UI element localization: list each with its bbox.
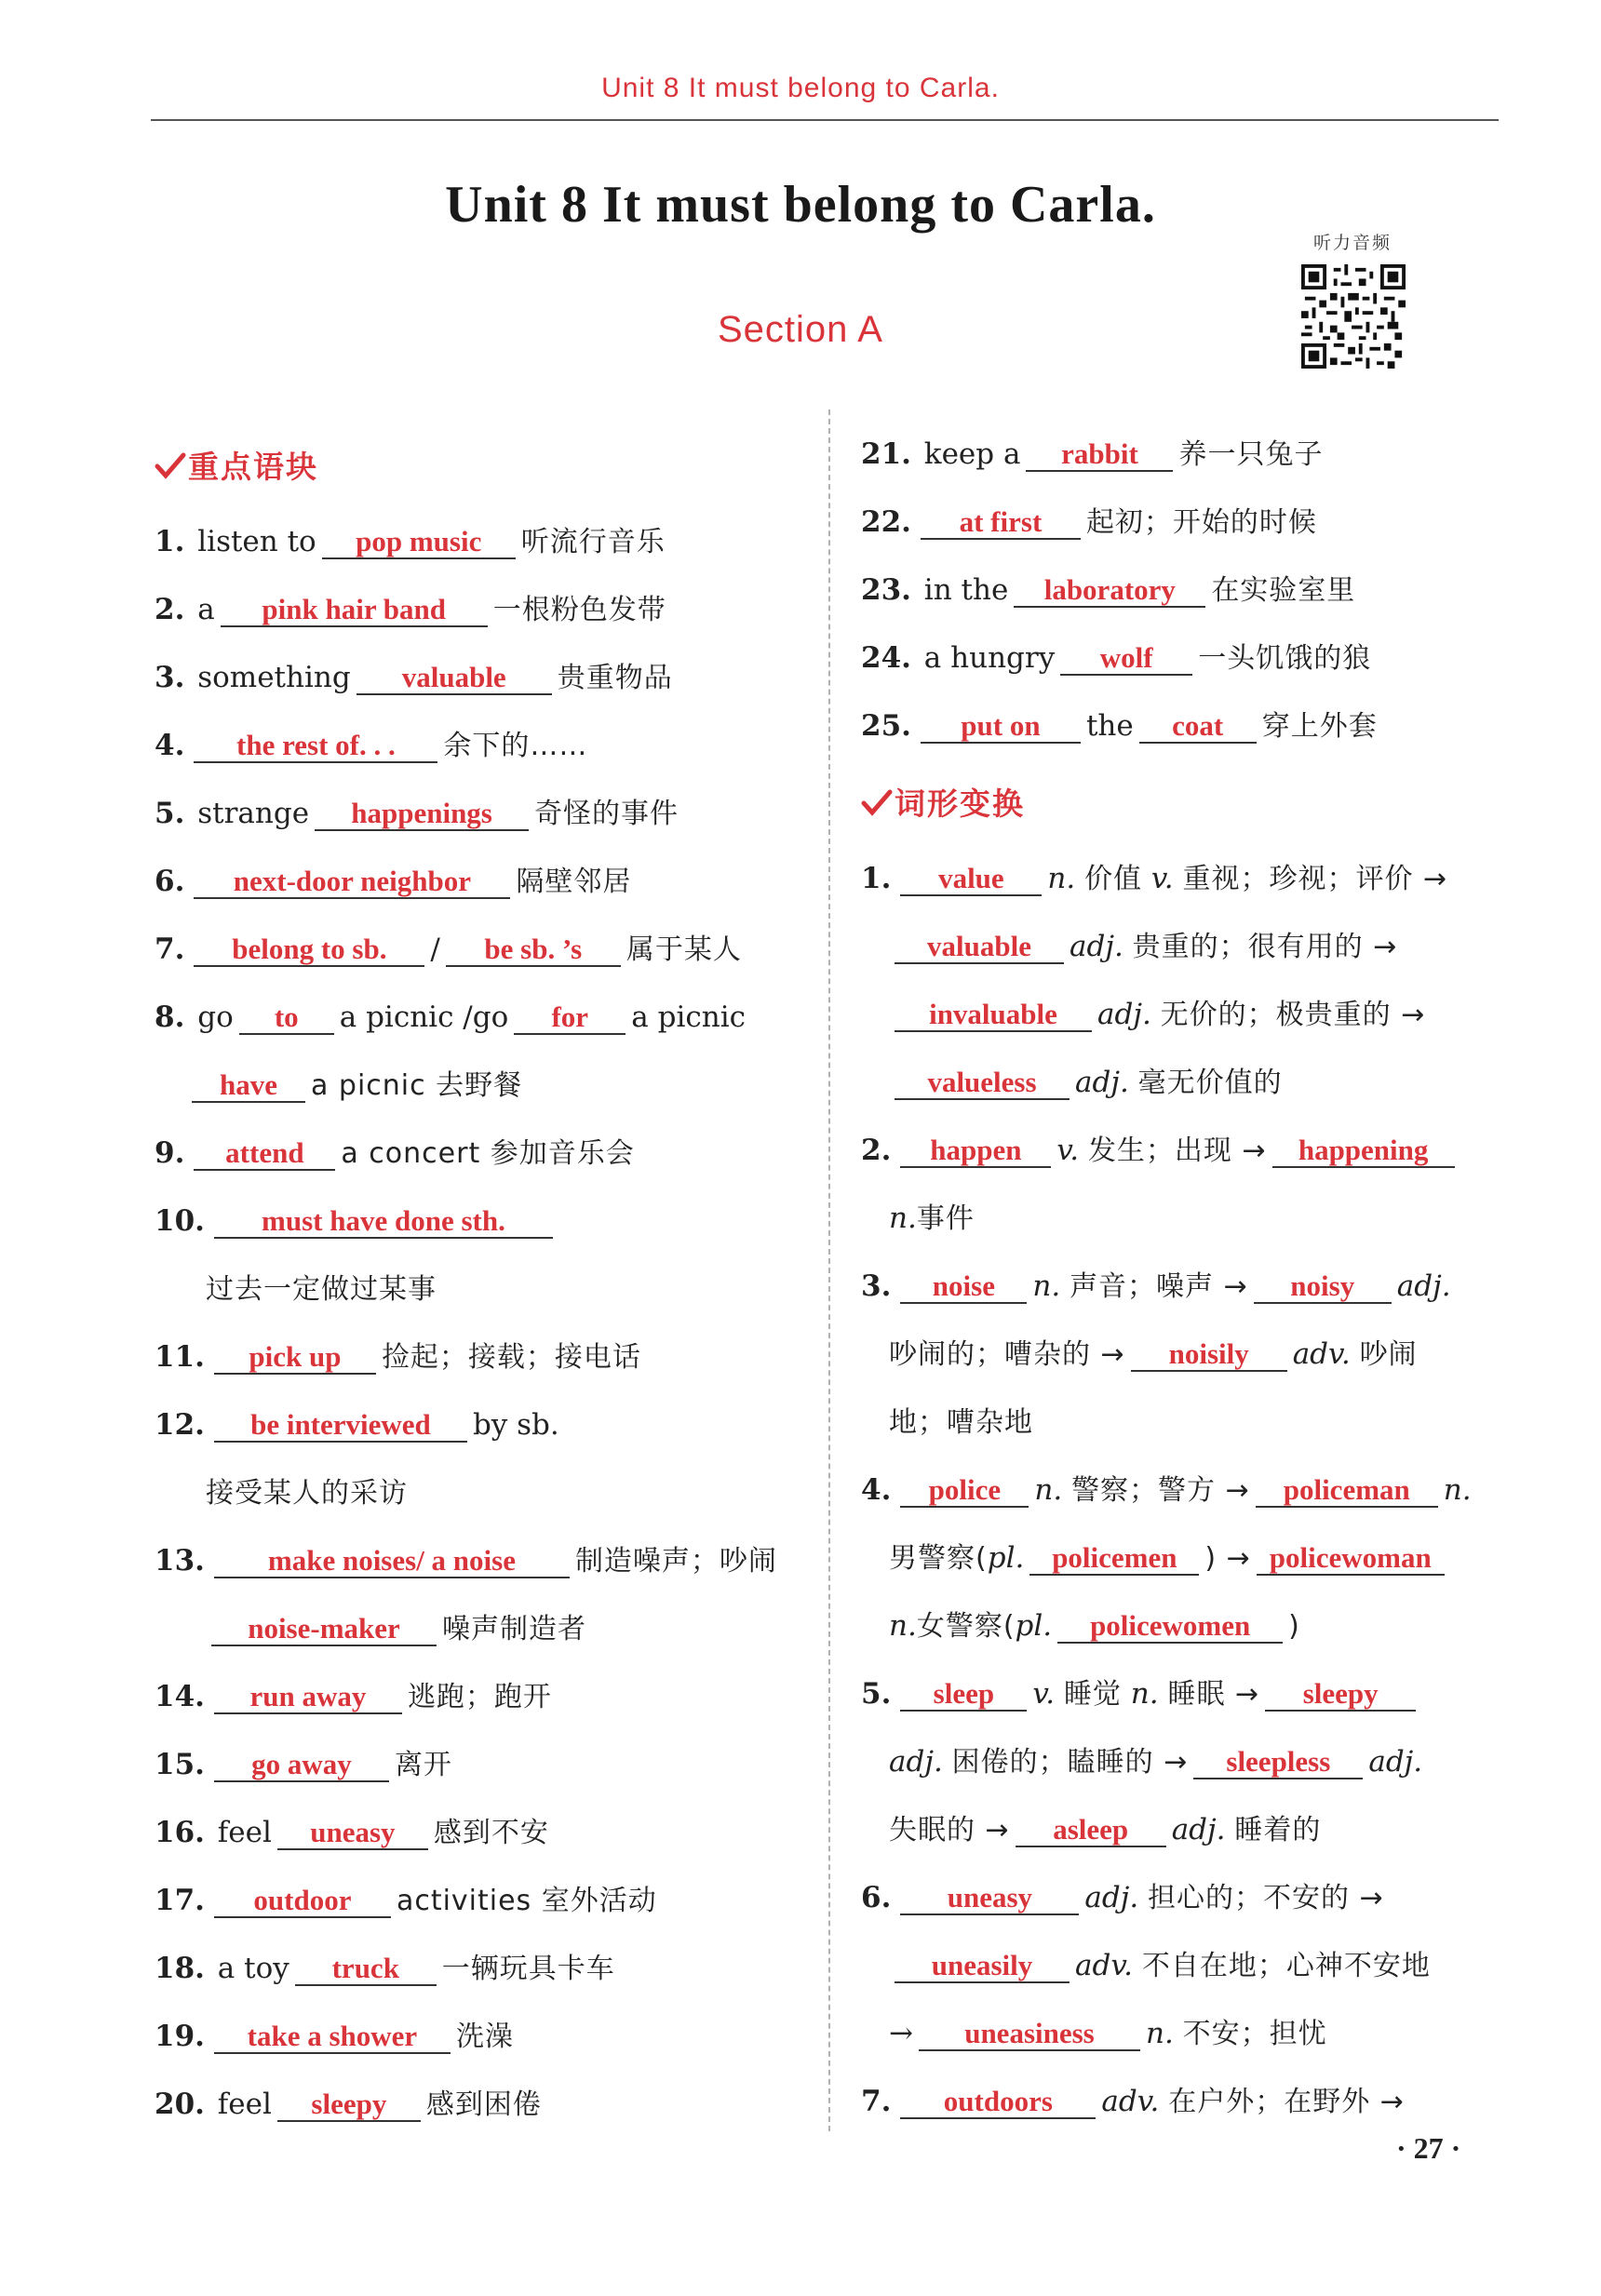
answer-blank[interactable]: at first xyxy=(921,506,1081,540)
phrase-19: 19. take a shower 洗澡 xyxy=(155,2020,514,2053)
phrase-13: 13. make noises/ a noise 制造噪声；吵闹 xyxy=(155,1544,777,1578)
answer-blank[interactable]: police xyxy=(900,1474,1029,1508)
answer-blank[interactable]: sleep xyxy=(900,1678,1027,1712)
answer-blank[interactable]: policewoman xyxy=(1257,1542,1445,1576)
answer-blank[interactable]: invaluable xyxy=(895,999,1092,1032)
phrase-25: 25. put on the coat 穿上外套 xyxy=(861,709,1378,743)
answer-blank[interactable]: sleepy xyxy=(277,2088,421,2122)
answer-blank[interactable]: noise-maker xyxy=(211,1613,437,1646)
answer-blank[interactable]: go away xyxy=(214,1749,389,1782)
page-number: · 27 · xyxy=(1396,2131,1461,2165)
phrase-11: 11. pick up 捡起；接载；接电话 xyxy=(155,1340,641,1374)
answer-blank[interactable]: uneasily xyxy=(895,1950,1070,1983)
phrase-18: 18. a toy truck 一辆玩具卡车 xyxy=(155,1952,615,1985)
phrase-6: 6. next-door neighbor 隔壁邻居 xyxy=(155,865,632,898)
phrase-10-cont: 过去一定做过某事 xyxy=(206,1273,437,1306)
answer-blank[interactable]: noisy xyxy=(1254,1270,1392,1304)
answer-blank[interactable]: uneasiness xyxy=(919,2018,1140,2051)
answer-blank[interactable]: noise xyxy=(900,1270,1027,1304)
answer-blank[interactable]: value xyxy=(900,863,1042,896)
answer-blank[interactable]: make noises/ a noise xyxy=(214,1545,570,1578)
form-line-13: 5. sleep v. 睡觉 n. 睡眠 → sleepy xyxy=(861,1675,1421,1713)
answer-blank[interactable]: to xyxy=(239,1001,334,1035)
phrase-8-cont: have a picnic 去野餐 xyxy=(186,1067,522,1105)
form-line-16: 6. uneasy adj. 担心的；不安的 → xyxy=(861,1881,1384,1914)
answer-blank[interactable]: sleepless xyxy=(1193,1746,1363,1779)
answer-blank[interactable]: be sb. ’s xyxy=(446,933,621,967)
word-forms-heading: 词形变换 xyxy=(861,780,1025,824)
answer-blank[interactable]: truck xyxy=(295,1953,437,1986)
column-divider xyxy=(828,410,830,2131)
phrase-16: 16. feel uneasy 感到不安 xyxy=(155,1816,549,1849)
answer-blank[interactable]: next-door neighbor xyxy=(194,866,510,899)
qr-code-icon[interactable] xyxy=(1301,264,1406,369)
form-line-5: 2. happen v. 发生；出现 → happening xyxy=(861,1132,1460,1170)
answer-blank[interactable]: wolf xyxy=(1060,642,1192,676)
answer-blank[interactable]: pick up xyxy=(214,1341,376,1375)
answer-blank[interactable]: laboratory xyxy=(1014,574,1205,608)
section-title: Section A xyxy=(717,309,883,350)
phrase-21: 21. keep a rabbit 养一只兔子 xyxy=(861,437,1324,471)
answer-blank[interactable]: pink hair band xyxy=(221,594,488,627)
header-rule xyxy=(151,119,1499,121)
form-line-11: 男警察(pl. policemen ) → policewoman xyxy=(889,1539,1450,1578)
phrase-8: 8. go to a picnic /go for a picnic xyxy=(155,1000,746,1034)
check-icon xyxy=(861,789,893,817)
answer-blank[interactable]: rabbit xyxy=(1026,438,1173,472)
phrase-10: 10. must have done sth. xyxy=(155,1202,558,1240)
phrase-24: 24. a hungry wolf 一头饥饿的狼 xyxy=(861,641,1372,675)
form-line-9: 地；嘈杂地 xyxy=(889,1406,1033,1439)
answer-blank[interactable]: be interviewed xyxy=(214,1409,467,1443)
phrase-12-cont: 接受某人的采访 xyxy=(206,1477,408,1510)
form-line-14: adj. 困倦的；瞌睡的 → sleepless adj. xyxy=(889,1745,1423,1779)
answer-blank[interactable]: for xyxy=(514,1001,626,1035)
answer-blank[interactable]: policemen xyxy=(1029,1542,1199,1576)
form-line-17: uneasily adv. 不自在地；心神不安地 xyxy=(889,1947,1431,1985)
form-line-7: 3. noise n. 声音；噪声 → noisy adj. xyxy=(861,1269,1451,1303)
answer-blank[interactable]: the rest of. . . xyxy=(194,730,437,763)
phrase-12: 12. be interviewed by sb. xyxy=(155,1408,559,1442)
unit-title: Unit 8 It must belong to Carla. xyxy=(445,176,1156,234)
phrase-17: 17. outdoor activities 室外活动 xyxy=(155,1884,657,1917)
answer-blank[interactable]: belong to sb. xyxy=(194,933,424,967)
answer-blank[interactable]: happenings xyxy=(315,798,529,831)
form-line-12: n.女警察(pl. policewomen ) xyxy=(889,1609,1300,1643)
phrase-7: 7. belong to sb. / be sb. ’s 属于某人 xyxy=(155,933,742,966)
form-line-1: 1. value n. 价值 v. 重视；珍视；评价 → xyxy=(861,862,1448,895)
answer-blank[interactable]: policewomen xyxy=(1057,1610,1283,1644)
running-header: Unit 8 It must belong to Carla. xyxy=(601,73,1000,103)
answer-blank[interactable]: asleep xyxy=(1016,1814,1166,1847)
answer-blank[interactable]: valuable xyxy=(895,931,1064,964)
answer-blank[interactable]: put on xyxy=(921,710,1081,744)
phrase-2: 2. a pink hair band 一根粉色发带 xyxy=(155,593,666,626)
phrase-3: 3. something valuable 贵重物品 xyxy=(155,661,673,694)
phrase-22: 22. at first 起初；开始的时候 xyxy=(861,505,1317,539)
answer-blank[interactable]: pop music xyxy=(322,526,516,559)
answer-blank[interactable]: take a shower xyxy=(214,2021,451,2054)
answer-blank[interactable]: outdoor xyxy=(214,1885,391,1918)
form-line-19: 7. outdoors adv. 在户外；在野外 → xyxy=(861,2085,1405,2118)
answer-blank[interactable]: outdoors xyxy=(900,2086,1096,2119)
form-line-18: → uneasiness n. 不安；担忧 xyxy=(889,2017,1327,2050)
answer-blank[interactable]: policeman xyxy=(1256,1474,1438,1508)
phrase-13-cont: noise-maker 噪声制造者 xyxy=(206,1610,586,1648)
answer-blank[interactable]: uneasy xyxy=(900,1882,1079,1915)
form-line-10: 4. police n. 警察；警方 → policeman n. xyxy=(861,1473,1472,1507)
phrase-15: 15. go away 离开 xyxy=(155,1748,452,1781)
phrase-14: 14. run away 逃跑；跑开 xyxy=(155,1680,552,1713)
form-line-6: n.事件 xyxy=(889,1202,975,1235)
phrase-9: 9. attend a concert 参加音乐会 xyxy=(155,1136,635,1170)
answer-blank[interactable]: have xyxy=(192,1069,305,1103)
answer-blank[interactable]: uneasy xyxy=(277,1817,428,1850)
form-line-2: valuable adj. 贵重的；很有用的 → xyxy=(889,928,1397,966)
answer-blank[interactable]: valueless xyxy=(895,1067,1070,1100)
answer-blank[interactable]: noisily xyxy=(1131,1338,1287,1372)
form-line-15: 失眠的 → asleep adj. 睡着的 xyxy=(889,1813,1322,1846)
phrase-23: 23. in the laboratory 在实验室里 xyxy=(861,573,1356,607)
phrase-1: 1. listen to pop music 听流行音乐 xyxy=(155,525,666,558)
phrase-20: 20. feel sleepy 感到困倦 xyxy=(155,2088,542,2121)
answer-blank[interactable]: happen xyxy=(900,1135,1051,1168)
form-line-8: 吵闹的；嘈杂的 → noisily adv. 吵闹 xyxy=(889,1337,1418,1371)
answer-blank[interactable]: coat xyxy=(1139,710,1257,744)
phrase-5: 5. strange happenings 奇怪的事件 xyxy=(155,797,679,830)
qr-label: 听力音频 xyxy=(1312,233,1392,253)
answer-blank[interactable]: sleepy xyxy=(1265,1678,1416,1712)
phrase-4: 4. the rest of. . . 余下的…… xyxy=(155,729,588,762)
form-line-4: valueless adj. 毫无价值的 xyxy=(889,1064,1283,1102)
key-phrases-heading: 重点语块 xyxy=(155,443,318,487)
answer-blank[interactable]: must have done sth. xyxy=(214,1205,553,1239)
answer-blank[interactable]: happening xyxy=(1272,1135,1455,1168)
answer-blank[interactable]: run away xyxy=(214,1681,402,1714)
form-line-3: invaluable adj. 无价的；极贵重的 → xyxy=(889,996,1425,1034)
answer-blank[interactable]: valuable xyxy=(357,662,552,695)
check-icon xyxy=(155,452,186,480)
answer-blank[interactable]: attend xyxy=(194,1137,335,1171)
